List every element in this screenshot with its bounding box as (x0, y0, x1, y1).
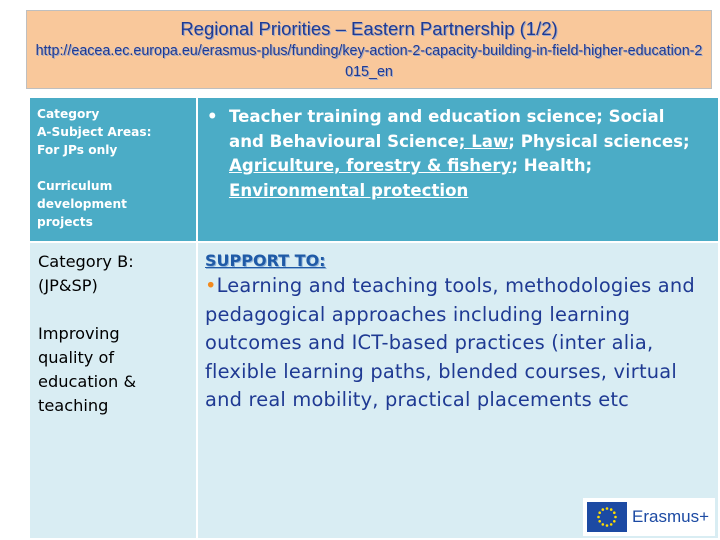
table-row-category-b (29, 242, 719, 539)
subject-areas-cell (197, 97, 719, 242)
support-cell (197, 242, 719, 539)
title-banner (26, 10, 712, 89)
category-a-cell (29, 97, 197, 242)
support-heading: SUPPORT TO: (205, 251, 326, 270)
support-content (199, 244, 717, 415)
category-b-label: Category B: (JP&SP) Improving quality of education & teaching (38, 252, 137, 415)
slide-title: Regional Priorities – Eastern Partnership (1/2) (180, 18, 558, 39)
subject-areas-text: Teacher training and education science; Social and Behavioural Science; Law; Physical sciences; Agriculture, forestry & fishery; Health; Environmental protection (229, 107, 690, 200)
eu-flag-icon (587, 502, 627, 532)
table-row-category-a (29, 97, 719, 242)
category-a-label: Category A-Subject Areas: For JPs only Curriculum development projects (37, 107, 152, 229)
support-text: •Learning and teaching tools, methodologies and pedagogical approaches including learning outcomes and ICT-based practices (inter alia, flexible learning paths, blended courses, virtual and real mobility, practical placements etc (205, 274, 695, 411)
erasmus-logo (583, 498, 715, 536)
category-b-cell (29, 242, 197, 539)
erasmus-logo-text: Erasmus+ (632, 507, 709, 526)
bullet-icon: • (205, 274, 217, 297)
subject-areas-list (199, 99, 717, 203)
bullet-icon: • (207, 107, 218, 126)
source-url: http://eacea.ec.europa.eu/erasmus-plus/funding/key-action-2-capacity-building-in-field-higher-education-2015_en (35, 43, 703, 80)
priorities-table (28, 96, 720, 540)
